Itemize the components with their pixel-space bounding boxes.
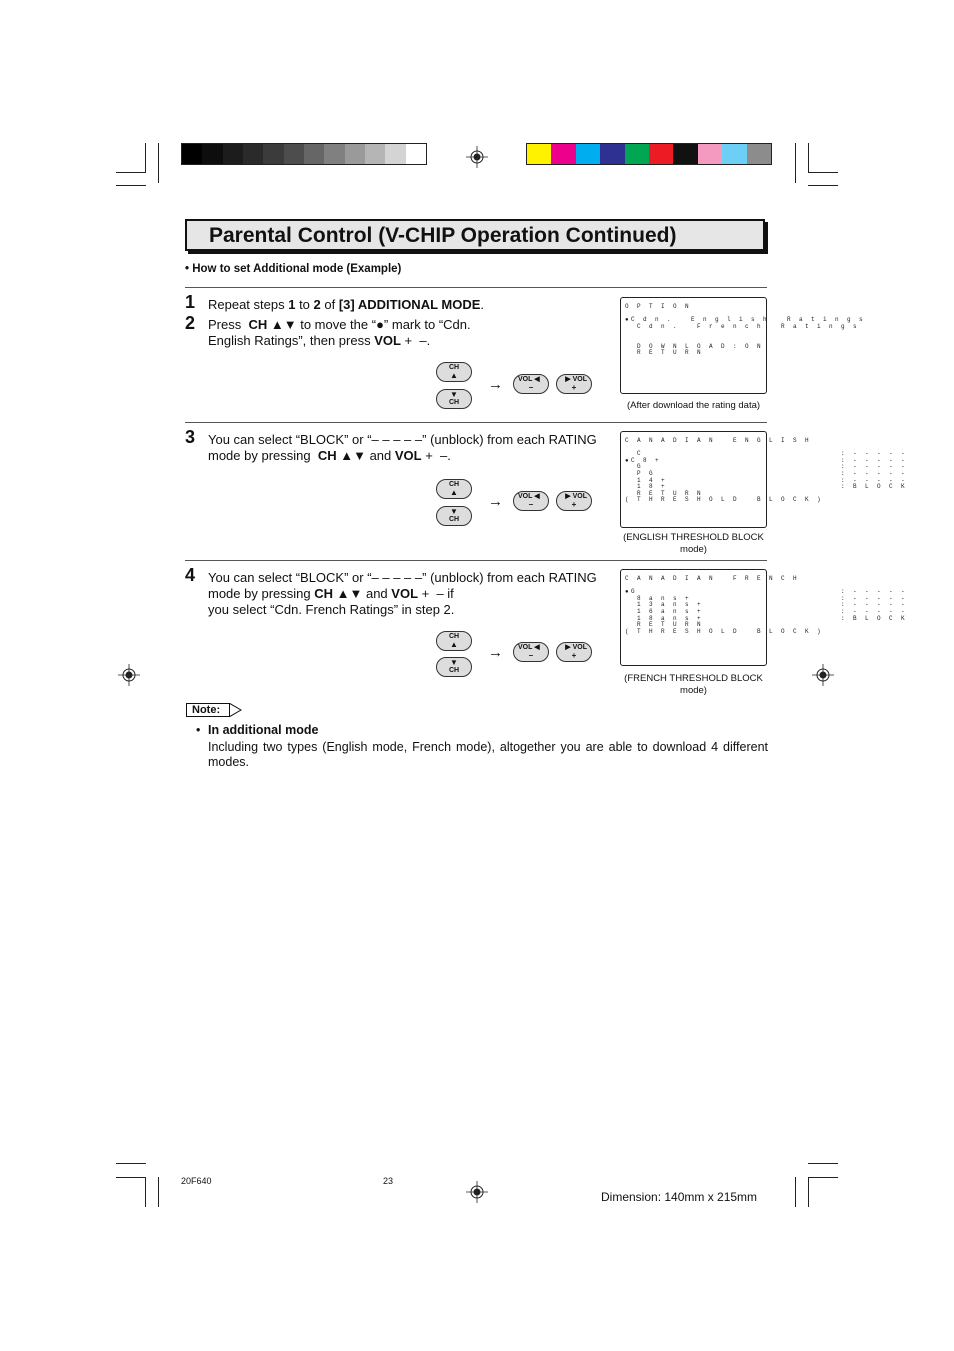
step-2-text: Press CH ▲▼ to move the “●” mark to “Cdn. English Ratings”, then press VOL + –. <box>208 317 471 348</box>
color-swatch <box>202 144 222 164</box>
crop-mark <box>116 1177 146 1178</box>
note-arrow-icon <box>229 703 243 717</box>
color-swatch <box>576 144 600 164</box>
ch-up-button[interactable]: CH ▲ <box>436 631 472 651</box>
crop-mark <box>145 1177 146 1207</box>
title-box <box>185 219 765 251</box>
page-number: 23 <box>383 1176 394 1186</box>
crop-mark <box>116 172 146 173</box>
registration-mark-icon <box>466 1181 488 1203</box>
step-number: 2 <box>185 313 196 333</box>
ch-up-button[interactable]: CH ▲ <box>436 362 472 382</box>
registration-mark-icon <box>118 664 140 686</box>
vol-plus-button[interactable]: ▶ VOL + <box>556 374 592 394</box>
english-screen-lines: C A N A D I A N E N G L I S H C : - - - - - ●C 8 + : - - - - - G : - - - - - P G : - - - - - 1 4 + : - - - - - 1 8 + : B L O C K R E T U R N ( T H R E S H O L D B L O C K ) <box>625 437 908 504</box>
color-swatch <box>722 144 746 164</box>
english-screen <box>620 431 908 528</box>
french-screen <box>620 569 908 666</box>
note-body: Including two types (English mode, French mode), altogether you are able to download 4 different modes. <box>208 740 768 769</box>
crop-mark <box>808 1177 809 1207</box>
step-number: 4 <box>185 565 196 585</box>
arrow-icon: → <box>488 644 503 661</box>
color-swatch <box>747 144 771 164</box>
crop-mark <box>808 1163 838 1164</box>
page-title: Parental Control (V-CHIP Operation Continued) <box>209 224 677 247</box>
vol-minus-button[interactable]: VOL ◀ – <box>513 374 549 394</box>
color-swatch <box>365 144 385 164</box>
subheading: • How to set Additional mode (Example) <box>185 263 402 275</box>
crop-mark <box>145 143 146 173</box>
crop-mark <box>808 172 838 173</box>
note-bullet-title: In additional mode <box>208 723 319 737</box>
crop-mark <box>158 1177 159 1207</box>
vol-plus-button[interactable]: ▶ VOL + <box>556 642 592 662</box>
color-swatch <box>600 144 624 164</box>
model-number: 20F640 <box>181 1176 212 1186</box>
ch-down-button[interactable]: ▼ CH <box>436 389 472 409</box>
divider <box>185 287 767 288</box>
ch-down-button[interactable]: ▼ CH <box>436 657 472 677</box>
english-screen-caption: (ENGLISH THRESHOLD BLOCK mode) <box>623 532 764 555</box>
dimension-text: Dimension: 140mm x 215mm <box>601 1190 758 1204</box>
vol-minus-button[interactable]: VOL ◀ – <box>513 642 549 662</box>
color-swatch <box>698 144 722 164</box>
color-swatch <box>406 144 426 164</box>
crop-mark <box>116 1163 146 1164</box>
step-number: 1 <box>185 292 196 312</box>
color-swatch <box>527 144 551 164</box>
registration-mark-icon <box>466 146 488 168</box>
crop-mark <box>116 185 146 186</box>
color-swatch <box>223 144 243 164</box>
registration-mark-icon <box>812 664 834 686</box>
crop-mark <box>808 185 838 186</box>
vol-minus-button[interactable]: VOL ◀ – <box>513 491 549 511</box>
step-1-text: Repeat steps 1 to 2 of [3] ADDITIONAL MODE. <box>208 297 485 312</box>
color-swatch <box>243 144 263 164</box>
crop-mark <box>808 143 809 173</box>
vol-plus-button[interactable]: ▶ VOL + <box>556 491 592 511</box>
color-swatch <box>649 144 673 164</box>
option-screen-caption: (After download the rating data) <box>626 400 761 411</box>
option-screen-lines: O P T I O N ●C d n . E n g l i s h R a t i n g s C d n . F r e n c h R a t i n g s D O W N L O A D : O N R E T U R N <box>625 303 866 357</box>
note-label: Note: <box>186 703 230 717</box>
crop-mark <box>158 143 159 183</box>
step-number: 3 <box>185 427 196 447</box>
divider <box>185 560 767 561</box>
color-swatch <box>304 144 324 164</box>
note-bullet: • <box>196 723 201 737</box>
arrow-icon: → <box>488 376 503 393</box>
french-screen-lines: C A N A D I A N F R E N C H ●G : - - - - - 8 a n s + : - - - - - 1 3 a n s + : - - - - - 1 6 a n s + : - - - - - 1 8 a n s + : B L O C K R E T U R N ( T H R E S H O L D B L O C K ) <box>625 575 908 635</box>
french-screen-caption: (FRENCH THRESHOLD BLOCK mode) <box>624 673 763 696</box>
arrow-icon: → <box>488 493 503 510</box>
grayscale-bar <box>181 143 427 165</box>
divider <box>185 422 767 423</box>
option-screen <box>620 297 866 394</box>
color-swatch <box>551 144 575 164</box>
color-swatch <box>385 144 405 164</box>
color-swatch <box>182 144 202 164</box>
color-swatch <box>324 144 344 164</box>
color-swatch <box>673 144 697 164</box>
ch-up-button[interactable]: CH ▲ <box>436 479 472 499</box>
crop-mark <box>795 143 796 183</box>
color-swatch <box>263 144 283 164</box>
ch-down-button[interactable]: ▼ CH <box>436 506 472 526</box>
color-bar <box>526 143 772 165</box>
color-swatch <box>345 144 365 164</box>
step-3-text: You can select “BLOCK” or “– – – – –” (unblock) from each RATING mode by pressing CH ▲▼ and VOL + –. <box>208 432 597 463</box>
color-swatch <box>625 144 649 164</box>
crop-mark <box>795 1177 796 1207</box>
color-swatch <box>284 144 304 164</box>
step-4-text: You can select “BLOCK” or “– – – – –” (unblock) from each RATING mode by pressing CH ▲▼ and VOL + – if you select “Cdn. French Ratings” in step 2. <box>208 570 597 617</box>
crop-mark <box>808 1177 838 1178</box>
